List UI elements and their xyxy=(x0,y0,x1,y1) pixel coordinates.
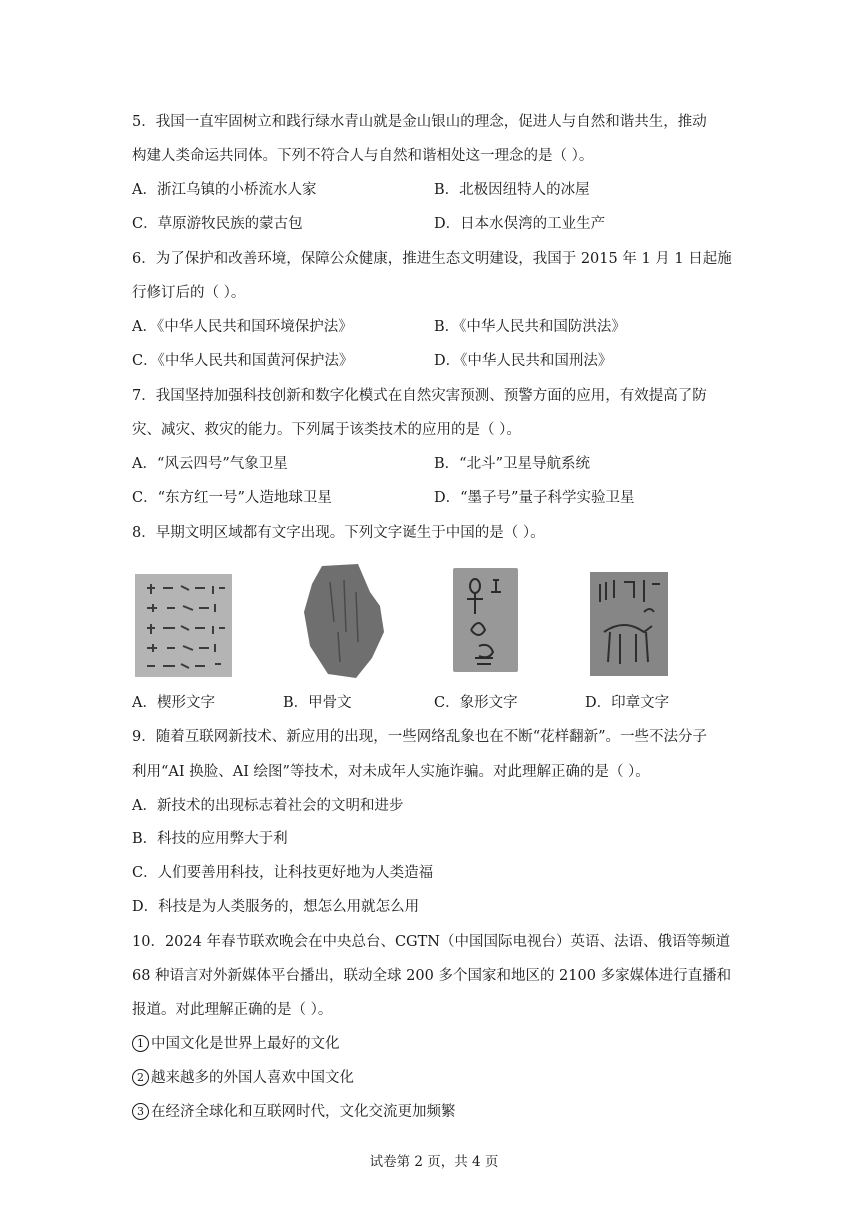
q7-stem-line2: 灾、减灾、救灾的能力。下列属于该类技术的应用的是（ ）。 xyxy=(132,422,521,438)
q10-stem-line2: 68 种语言对外新媒体平台播出，联动全球 200 多个国家和地区的 2100 多家媒体进行直播和 xyxy=(132,968,732,984)
q10-statement-2-text: 越来越多的外国人喜欢中国文化 xyxy=(151,1070,354,1086)
q8-option-b: B．甲骨文 xyxy=(283,695,352,711)
q8-option-a: A．楔形文字 xyxy=(132,695,215,711)
circled-number-3: 3 xyxy=(132,1103,149,1120)
q10-stem-line1: 10．2024 年春节联欢晚会在中央总台、CGTN（中国国际电视台）英语、法语、俄语等频道 xyxy=(132,934,730,950)
q10-stem-line3: 报道。对此理解正确的是（ ）。 xyxy=(132,1002,333,1018)
q5-option-d: D．日本水俣湾的工业生产 xyxy=(434,216,606,232)
q6-stem-line2: 行修订后的（ ）。 xyxy=(132,285,246,301)
q5-stem-line1: 5．我国一直牢固树立和践行绿水青山就是金山银山的理念，促进人与自然和谐共生，推动 xyxy=(132,114,707,130)
circled-number-2: 2 xyxy=(132,1069,149,1086)
q7-option-d: D．“墨子号”量子科学实验卫星 xyxy=(434,490,635,506)
q5-option-b: B．北极因纽特人的冰屋 xyxy=(434,182,590,198)
q9-option-c: C．人们要善用科技，让科技更好地为人类造福 xyxy=(132,865,434,881)
seal-script-image xyxy=(590,572,668,676)
q5-option-c: C．草原游牧民族的蒙古包 xyxy=(132,216,303,232)
q5-stem-line2: 构建人类命运共同体。下列不符合人与自然和谐相处这一理念的是（ ）。 xyxy=(132,148,594,164)
q10-statement-1 xyxy=(132,1034,340,1054)
q9-stem-line2: 利用“AI 换脸、AI 绘图”等技术，对未成年人实施诈骗。对此理解正确的是（ ）。 xyxy=(132,764,650,780)
seal-script-glyphs xyxy=(590,572,668,676)
q5-option-a: A．浙江乌镇的小桥流水人家 xyxy=(132,182,317,198)
q9-stem-line1: 9．随着互联网新技术、新应用的出现，一些网络乱象也在不断“花样翻新”。一些不法分子 xyxy=(132,729,708,745)
q6-option-c: C．《中华人民共和国黄河保护法》 xyxy=(132,353,354,369)
q9-option-a: A．新技术的出现标志着社会的文明和进步 xyxy=(132,798,404,814)
page-footer: 试卷第 2 页，共 4 页 xyxy=(369,1154,499,1170)
oracle-bone-shape xyxy=(300,562,386,680)
q8-option-d: D．印章文字 xyxy=(585,695,670,711)
q7-option-b: B．“北斗”卫星导航系统 xyxy=(434,456,590,472)
q10-statement-2 xyxy=(132,1068,354,1088)
cuneiform-glyphs xyxy=(135,574,232,677)
q6-option-b: B．《中华人民共和国防洪法》 xyxy=(434,319,626,335)
q8-option-c: C．象形文字 xyxy=(434,695,518,711)
cuneiform-tablet-image xyxy=(135,574,232,677)
q6-option-a: A．《中华人民共和国环境保护法》 xyxy=(132,319,353,335)
q7-stem-line1: 7．我国坚持加强科技创新和数字化模式在自然灾害预测、预警方面的应用，有效提高了防 xyxy=(132,388,707,404)
oracle-bone-image xyxy=(300,562,386,680)
q9-option-b: B．科技的应用弊大于利 xyxy=(132,831,288,847)
hieroglyph-image xyxy=(453,568,518,672)
circled-number-1: 1 xyxy=(132,1035,149,1052)
q8-stem-line1: 8．早期文明区域都有文字出现。下列文字诞生于中国的是（ ）。 xyxy=(132,525,545,541)
q7-option-a: A．“风云四号”气象卫星 xyxy=(132,456,288,472)
q6-stem-line1: 6．为了保护和改善环境，保障公众健康，推进生态文明建设，我国于 2015 年 1 月 1 日起施 xyxy=(132,251,732,267)
hieroglyph-glyphs xyxy=(453,568,518,672)
q7-option-c: C．“东方红一号”人造地球卫星 xyxy=(132,490,332,506)
q6-option-d: D．《中华人民共和国刑法》 xyxy=(434,353,613,369)
q10-statement-1-text: 中国文化是世界上最好的文化 xyxy=(151,1036,340,1052)
q10-statement-3 xyxy=(132,1102,456,1122)
q10-statement-3-text: 在经济全球化和互联网时代，文化交流更加频繁 xyxy=(151,1104,456,1120)
q9-option-d: D．科技是为人类服务的，想怎么用就怎么用 xyxy=(132,899,420,915)
